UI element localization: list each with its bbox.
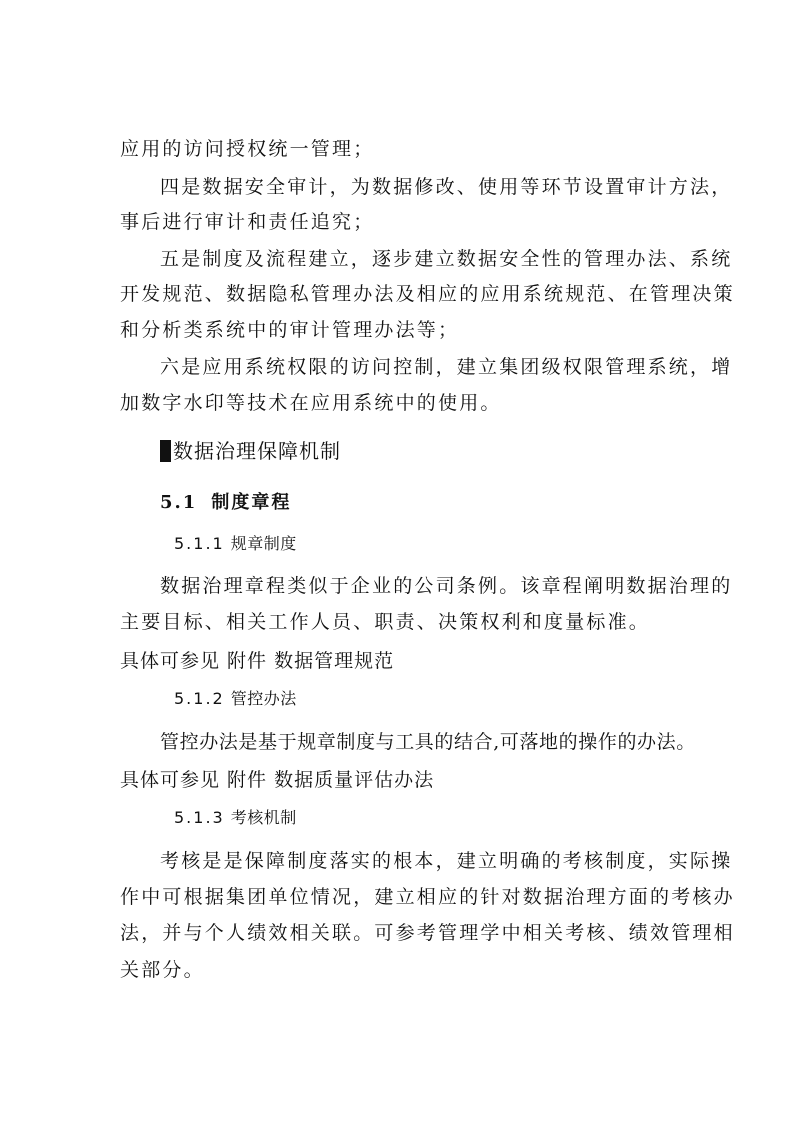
paragraph-line: 加数字水印等技术在应用系统中的使用。 xyxy=(120,392,502,414)
subsection-heading xyxy=(160,491,291,515)
paragraph-line: 四是数据安全审计，为数据修改、使用等环节设置审计方法， xyxy=(160,176,733,198)
paragraph-line: 法，并与个人绩效相关联。可参考管理学中相关考核、绩效管理相 xyxy=(120,922,735,944)
item-number: 5.1.1 xyxy=(174,534,225,553)
item-heading xyxy=(174,807,297,829)
paragraph-line: 应用的访问授权统一管理； xyxy=(120,138,375,160)
heading-marker-bar xyxy=(160,440,171,462)
section-heading xyxy=(160,438,341,464)
paragraph-line: 管控办法是基于规章制度与工具的结合,可落地的操作的办法。 xyxy=(160,731,696,753)
item-number: 5.1.2 xyxy=(174,689,225,708)
section-title: 数据治理保障机制 xyxy=(173,439,341,463)
item-heading xyxy=(174,533,297,555)
item-heading xyxy=(174,688,297,710)
paragraph-line: 数据治理章程类似于企业的公司条例。该章程阐明数据治理的 xyxy=(160,575,733,597)
item-number: 5.1.3 xyxy=(174,808,225,827)
subsection-number: 5.1 xyxy=(160,492,198,513)
paragraph-line: 和分析类系统中的审计管理办法等； xyxy=(120,319,460,341)
reference-line: 具体可参见 附件 数据质量评估办法 xyxy=(120,769,435,791)
paragraph-line: 开发规范、数据隐私管理办法及相应的应用系统规范、在管理决策 xyxy=(120,283,735,305)
item-title: 考核机制 xyxy=(230,808,297,827)
subsection-title: 制度章程 xyxy=(211,492,292,513)
item-title: 规章制度 xyxy=(230,534,297,553)
paragraph-line: 六是应用系统权限的访问控制，建立集团级权限管理系统，增 xyxy=(160,356,733,378)
paragraph-line: 考核是是保障制度落实的根本，建立明确的考核制度，实际操 xyxy=(160,850,733,872)
paragraph-line: 主要目标、相关工作人员、职责、决策权利和度量标准。 xyxy=(120,611,651,633)
reference-line: 具体可参见 附件 数据管理规范 xyxy=(120,650,395,672)
paragraph-line: 五是制度及流程建立，逐步建立数据安全性的管理办法、系统 xyxy=(160,248,733,270)
paragraph-line: 事后进行审计和责任追究； xyxy=(120,211,375,233)
item-title: 管控办法 xyxy=(230,689,297,708)
paragraph-line: 作中可根据集团单位情况，建立相应的针对数据治理方面的考核办 xyxy=(120,886,735,908)
paragraph-line: 关部分。 xyxy=(120,959,205,981)
